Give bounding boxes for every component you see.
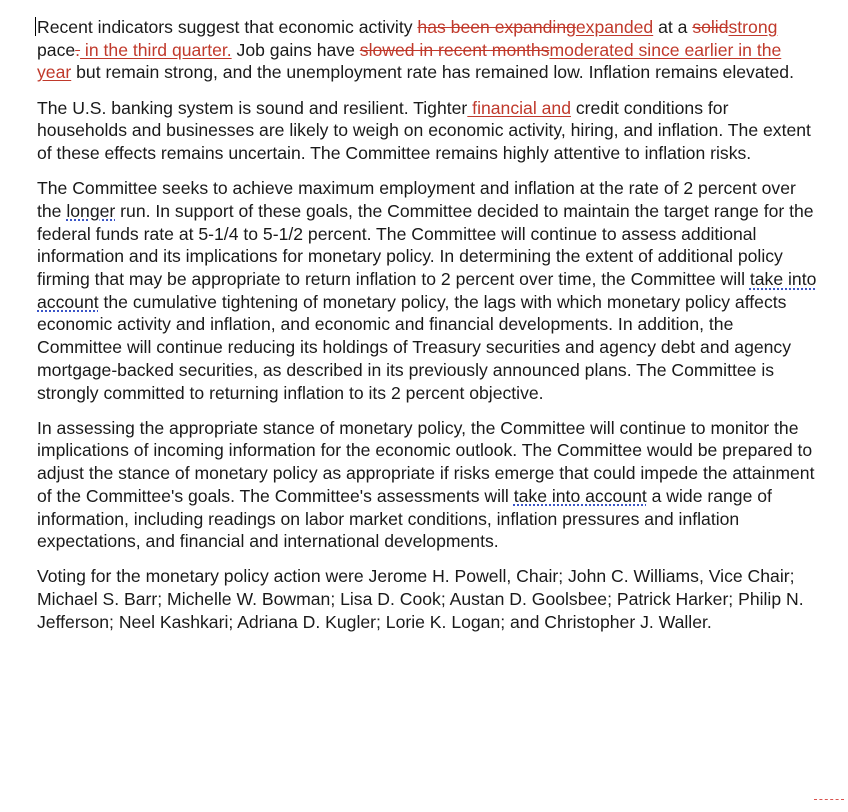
paragraph-1[interactable] — [37, 16, 817, 84]
deleted-text[interactable]: solid — [692, 17, 729, 37]
paragraph-content — [37, 17, 794, 82]
page-edge-marker — [814, 799, 844, 800]
paragraph-content — [37, 418, 814, 552]
inserted-text[interactable]: expanded — [575, 17, 654, 37]
text-run: a wide range of information, including readings on labor market conditions, inflation pressures and inflation expectations, and financial and international developments. — [37, 485, 772, 552]
text-run: the cumulative tightening of monetary policy, the lags with which monetary policy affects economic activity and inflation, and economic and financial developments. In addition, the Committee will continue reducing its holdings of Treasury securities and agency debt and agency mortgage-backed securities, as described in its previously announced plans. The Committee is strongly committed to returning inflation to its 2 percent objective. — [37, 291, 792, 403]
text-cursor — [35, 17, 36, 36]
paragraph-content — [37, 566, 804, 631]
text-run: The U.S. banking system is sound and resilient. Tighter — [37, 97, 468, 118]
text-run: Recent indicators suggest that economic activity — [37, 17, 418, 37]
text-run: The Committee seeks to achieve maximum employment and inflation at the rate of 2 percent over the — [37, 178, 796, 221]
text-run: at a — [653, 17, 693, 37]
text-run: Job gains have — [231, 39, 360, 60]
deleted-text[interactable]: slowed in recent months — [359, 39, 550, 60]
text-run: but remain strong, and the unemployment rate has remained low. Inflation remains elevated. — [71, 62, 794, 83]
paragraph-content — [37, 178, 816, 402]
text-run: credit conditions for households and businesses are likely to weigh on economic activity, hiring, and inflation. The extent of these effects remains uncertain. The Committee remains highly attentive to inflation risks. — [37, 97, 811, 164]
document-body[interactable] — [37, 16, 817, 646]
text-run: Voting for the monetary policy action were Jerome H. Powell, Chair; John C. Williams, Vice Chair; Michael S. Barr; Michelle W. Bowman; Lisa D. Cook; Austan D. Goolsbee; Patrick Harker; Philip N. Jefferson; Neel Kashkari; Adriana D. Kugler; Lorie K. Logan; and Christopher J. Waller. — [37, 566, 804, 632]
inserted-text[interactable]: in the third quarter. — [80, 39, 232, 60]
text-run: pace — [37, 39, 76, 60]
deleted-text[interactable]: . — [75, 39, 81, 60]
paragraph-3[interactable] — [37, 177, 817, 404]
inserted-text[interactable]: strong — [728, 17, 778, 37]
text-run: In assessing the appropriate stance of monetary policy, the Committee will continue to monitor the implications of incoming information for the economic outlook. The Committee would be prepared to adjust the stance of monetary policy as appropriate if risks emerge that could impede the attainment of the Committee's goals. The Committee's assessments will — [37, 417, 815, 506]
paragraph-5[interactable] — [37, 565, 817, 633]
paragraph-2[interactable] — [37, 97, 817, 165]
grammar-flagged-text[interactable]: longer — [66, 200, 116, 221]
grammar-flagged-text[interactable]: take into account — [37, 269, 817, 312]
inserted-text[interactable]: financial and — [467, 97, 571, 118]
grammar-flagged-text[interactable]: take into account — [513, 485, 647, 506]
paragraph-4[interactable] — [37, 417, 817, 553]
paragraph-content — [37, 98, 811, 163]
inserted-text[interactable]: moderated since earlier in the year — [37, 39, 782, 83]
text-run: run. In support of these goals, the Committee decided to maintain the target range for the federal funds rate at 5-1/4 to 5-1/2 percent. The Committee will continue to assess additional information and its implications for monetary policy. In determining the extent of additional policy firming that may be appropriate to return inflation to 2 percent over time, the Committee will — [37, 200, 814, 290]
deleted-text[interactable]: has been expanding — [417, 17, 576, 37]
